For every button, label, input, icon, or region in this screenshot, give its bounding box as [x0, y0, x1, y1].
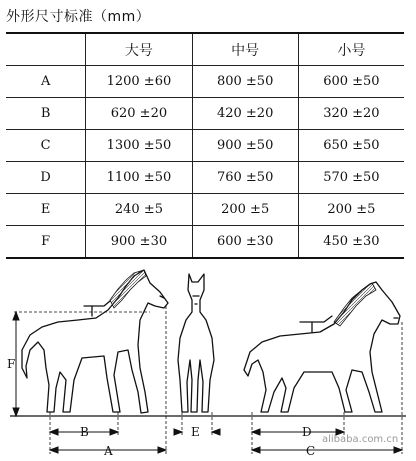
label-c: C — [306, 444, 316, 458]
table-row — [6, 162, 404, 194]
cell-medium: 800 ±50 — [192, 66, 298, 98]
cell-medium: 200 ±5 — [192, 194, 298, 226]
table-row — [6, 98, 404, 130]
row-label: A — [6, 66, 86, 98]
table-header-row — [6, 33, 404, 66]
table-row — [6, 194, 404, 226]
table-row — [6, 130, 404, 162]
label-d: D — [302, 425, 312, 439]
table-row — [6, 66, 404, 98]
cell-small: 200 ±5 — [298, 194, 404, 226]
cell-large: 1300 ±50 — [86, 130, 192, 162]
horse-side-left-icon — [22, 270, 168, 413]
cell-large: 240 ±5 — [86, 194, 192, 226]
cell-large: 620 ±20 — [86, 98, 192, 130]
cell-small: 450 ±30 — [298, 226, 404, 259]
dimension-c — [252, 447, 402, 453]
page-title: 外形尺寸标准（mm） — [6, 9, 151, 25]
cell-medium: 420 ±20 — [192, 98, 298, 130]
label-f: F — [7, 357, 16, 371]
watermark: alibaba.com.cn — [322, 434, 399, 445]
label-e: E — [191, 425, 200, 439]
row-label: D — [6, 162, 86, 194]
horse-dimension-diagram — [0, 262, 416, 461]
mane-hatch-right — [334, 283, 376, 326]
row-label: C — [6, 130, 86, 162]
row-label: B — [6, 98, 86, 130]
cell-medium: 900 ±50 — [192, 130, 298, 162]
cell-large: 1200 ±60 — [86, 66, 192, 98]
cell-small: 650 ±50 — [298, 130, 404, 162]
label-a: A — [104, 444, 113, 458]
cell-large: 1100 ±50 — [86, 162, 192, 194]
horse-side-right-icon — [244, 282, 400, 412]
row-label: E — [6, 194, 86, 226]
table-row — [6, 226, 404, 259]
horse-front-icon — [178, 274, 214, 412]
cell-medium: 600 ±30 — [192, 226, 298, 259]
size-spec-table — [6, 32, 404, 259]
label-b: B — [80, 425, 89, 439]
cell-medium: 760 ±50 — [192, 162, 298, 194]
cell-small: 570 ±50 — [298, 162, 404, 194]
header-empty — [6, 33, 86, 66]
header-large: 大号 — [86, 33, 192, 66]
cell-large: 900 ±30 — [86, 226, 192, 259]
mane-hatch-left — [110, 270, 146, 308]
row-label: F — [6, 226, 86, 259]
header-small: 小号 — [298, 33, 404, 66]
header-medium: 中号 — [192, 33, 298, 66]
cell-small: 600 ±50 — [298, 66, 404, 98]
cell-small: 320 ±20 — [298, 98, 404, 130]
